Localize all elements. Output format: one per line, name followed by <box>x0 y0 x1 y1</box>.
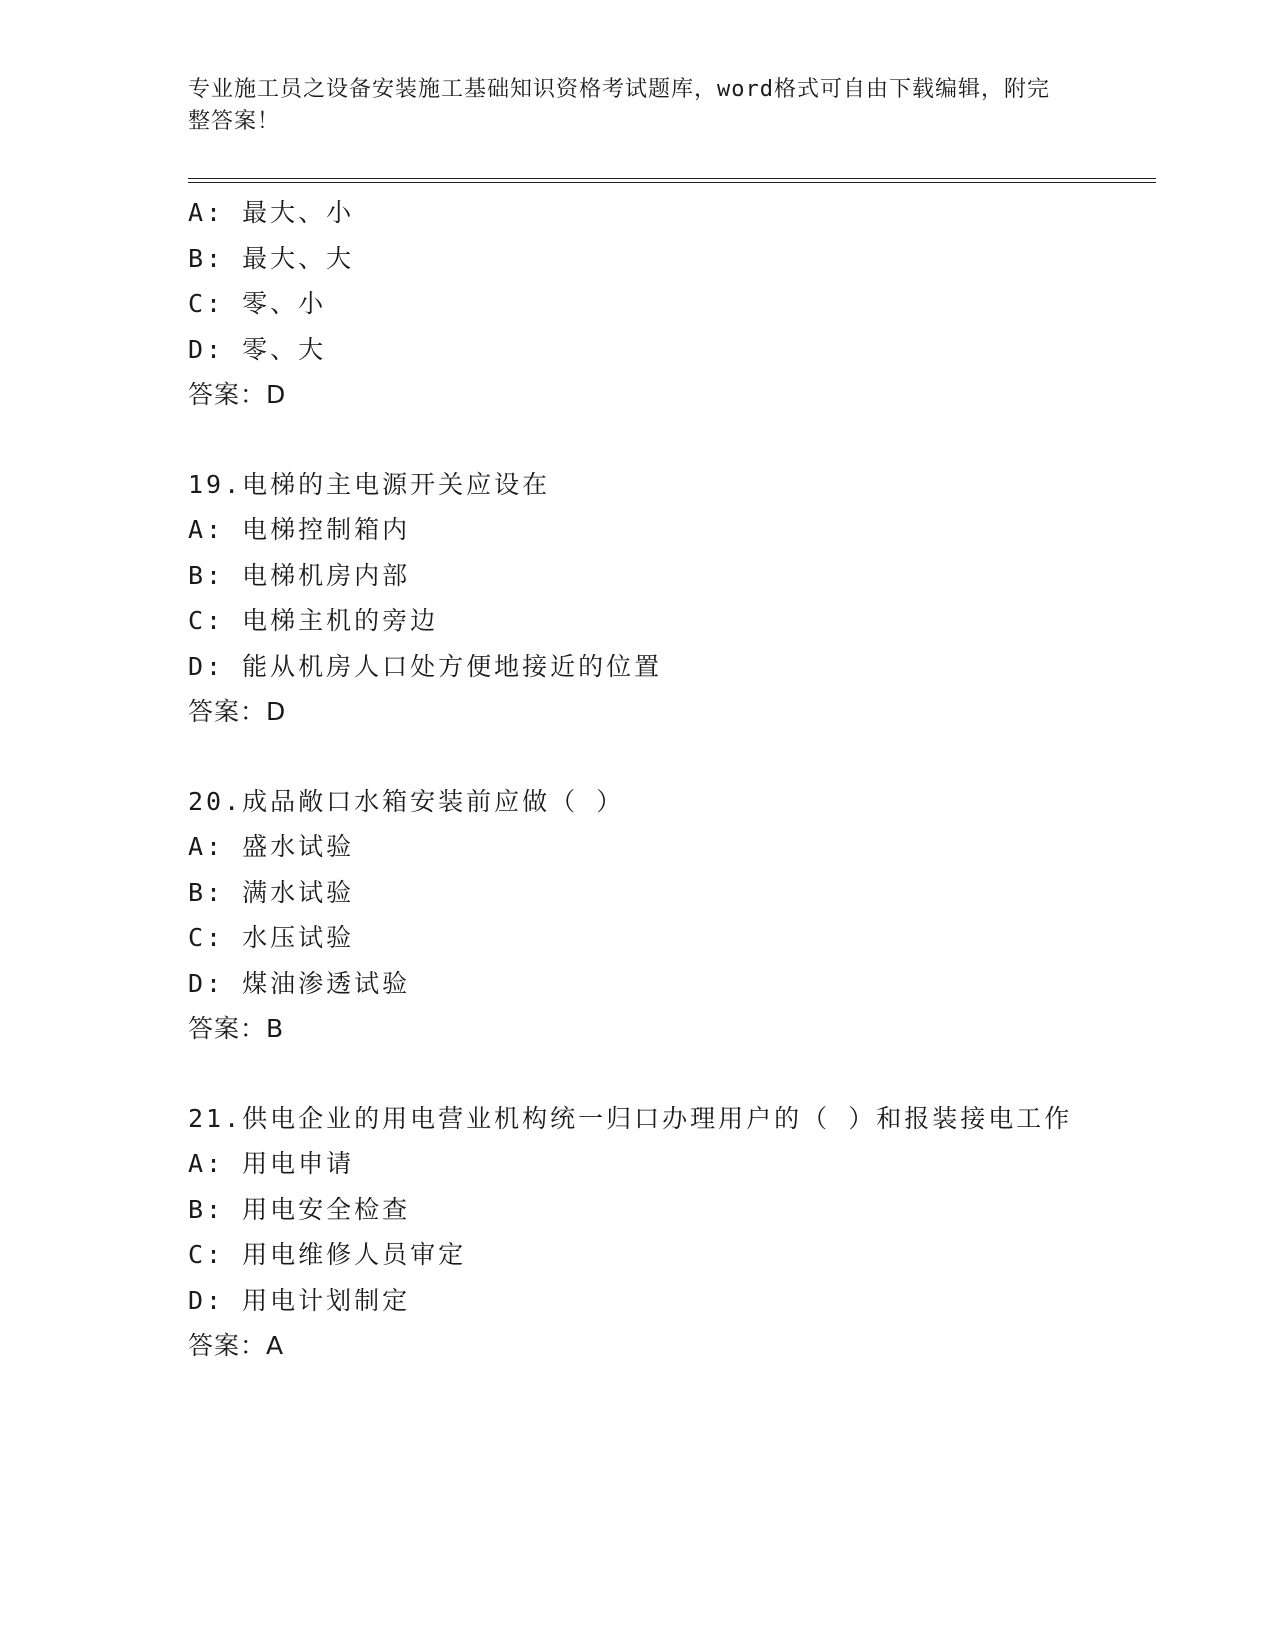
option-d: D: 用电计划制定 <box>188 1285 411 1315</box>
option-b: B: 用电安全检查 <box>188 1194 411 1224</box>
question-stem: 21.供电企业的用电营业机构统一归口办理用户的（ ）和报装接电工作 <box>188 1103 1073 1133</box>
option-a: A: 用电申请 <box>188 1149 355 1178</box>
question-21 <box>188 1096 1088 1369</box>
document-header <box>188 74 1068 138</box>
question-list <box>188 190 1088 1369</box>
option-d: D: 煤油渗透试验 <box>188 968 411 998</box>
option-d: D: 零、大 <box>188 334 327 364</box>
option-b: B: 满水试验 <box>188 877 355 907</box>
question-18 <box>188 190 1088 418</box>
option-c: C: 水压试验 <box>188 923 355 952</box>
spacer <box>188 1052 1088 1096</box>
option-a: A: 最大、小 <box>188 198 355 227</box>
question-20 <box>188 779 1088 1052</box>
option-c: C: 零、小 <box>188 289 327 318</box>
answer-text: 答案：D <box>188 380 287 409</box>
option-a: A: 盛水试验 <box>188 832 355 861</box>
question-stem: 19.电梯的主电源开关应设在 <box>188 469 551 499</box>
option-c: C: 用电维修人员审定 <box>188 1240 467 1269</box>
header-divider <box>188 178 1156 183</box>
answer-text: 答案：D <box>188 697 287 726</box>
option-c: C: 电梯主机的旁边 <box>188 606 439 635</box>
question-stem: 20.成品敞口水箱安装前应做（ ） <box>188 786 625 816</box>
spacer <box>188 735 1088 779</box>
header-intro-text: 专业施工员之设备安装施工基础知识资格考试题库，word格式可自由下载编辑，附完整答案！ <box>188 77 1050 134</box>
answer-text: 答案：A <box>188 1331 285 1360</box>
option-a: A: 电梯控制箱内 <box>188 515 411 544</box>
option-b: B: 最大、大 <box>188 243 355 273</box>
question-19 <box>188 462 1088 735</box>
spacer <box>188 418 1088 462</box>
option-d: D: 能从机房人口处方便地接近的位置 <box>188 651 663 681</box>
answer-text: 答案：B <box>188 1014 285 1043</box>
option-b: B: 电梯机房内部 <box>188 560 411 590</box>
